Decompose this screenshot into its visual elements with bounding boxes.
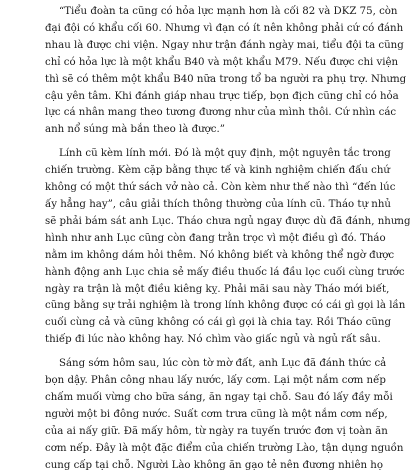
text-line: ngày ra trận là một điều kiêng kỵ. Phải mãi sau này Tháo mới biết, (45, 283, 390, 295)
text-line: thiếp đi lúc nào không hay. Nó chìm vào giấc ngủ và ngủ rất sâu. (45, 334, 381, 346)
text-line: cuối cùng cả và cũng không có cái gì gọi là chia tay. Rồi Tháo cũng (45, 317, 391, 329)
text-line: chấm muối vừng cho bữa sáng, ăn ngay tại chỗ. Sau đó lấy đầy mỗi (45, 391, 393, 403)
text-line: bọn dậy. Phân công nhau lấy nước, lấy cơm. Lại một nắm cơm nếp (45, 375, 386, 387)
text-line: không có một thứ sách vở nào cả. Còn kèm như thế nào thì “đến lúc (45, 182, 396, 194)
text-line: người một bi đông nước. Suất cơm trưa cũng là một nắm cơm nếp, (45, 408, 388, 420)
text-line: anh nổ súng mà bắn theo là được.” (45, 124, 225, 136)
paragraph (45, 4, 407, 139)
paragraph-gap (45, 139, 358, 146)
text-line: cậu yên tâm. Khi đánh giáp nhau trực tiếp, bọn địch cũng chỉ có hỏa (45, 90, 399, 102)
paragraph-gap (45, 349, 358, 356)
text-line: “Tiểu đoàn ta cũng có hỏa lực mạnh hơn là cối 82 và DKZ 75, còn (59, 6, 398, 17)
paragraph (45, 146, 410, 349)
paragraph (45, 356, 404, 474)
text-line: nhau là được chi viện. Ngay như trận đánh ngày mai, tiểu đội ta cũng (45, 39, 404, 51)
text-line: nằm im không dám hỏi thêm. Nó không biết và không thể ngờ được (45, 249, 395, 261)
text-line: thì sẽ có thêm một khẩu B40 nữa trong tổ ba người ra phụ trợ. Nhưng (45, 73, 407, 85)
text-line: Lính cũ kèm lính mới. Đó là một quy định, một nguyên tắc trong (59, 148, 391, 160)
text-line: ấy hẳng hay”, câu giải thích thông thường của lính cũ. Tháo tự nhủ (45, 198, 391, 210)
text-line: của ai nấy giữ. Đã mấy hôm, từ ngày ra tuyến trước đơn vị toàn ăn (45, 425, 388, 437)
text-line: sẽ phải bám sát anh Lục. Tháo chưa ngủ ngay được dù đã đánh, nhưng (45, 215, 410, 227)
text-line: chỉ có hỏa lực là một khẩu B40 và một khẩu M79. Nếu được chi viện (45, 56, 399, 68)
text-body (45, 4, 410, 474)
text-line: chiến trường. Kèm cặp bằng thực tế và kinh nghiệm chiến đấu chứ (45, 165, 390, 177)
text-line: Sáng sớm hôm sau, lúc còn tờ mờ đất, anh Lục đã đánh thức cả (59, 358, 387, 370)
text-line: đại đội có khẩu cối 60. Nhưng vì đạn có ít nên không phải cứ có đánh (45, 22, 404, 34)
text-line: hành động anh Lục chia sẻ mấy điều thuốc lá đầu lọc cuối cùng trước (45, 266, 405, 278)
text-line: cung cấp tại chỗ. Người Lào không ăn gạo tẻ nên đương nhiên họ (45, 459, 383, 471)
text-line: cơm nếp. Đây là một đặc điểm của chiến trường Lào, tận dụng nguồn (45, 442, 404, 454)
text-line: cũng bằng sự trải nghiệm là trong lính không được có cái gì gọi là lần (45, 300, 406, 312)
text-line: lực cá nhân mang theo tương đương như của mình thôi. Cứ nhìn các (45, 107, 397, 119)
text-line: hình như anh Lục cũng còn đang trằn trọc vì một điều gì đó. Tháo (45, 232, 386, 244)
